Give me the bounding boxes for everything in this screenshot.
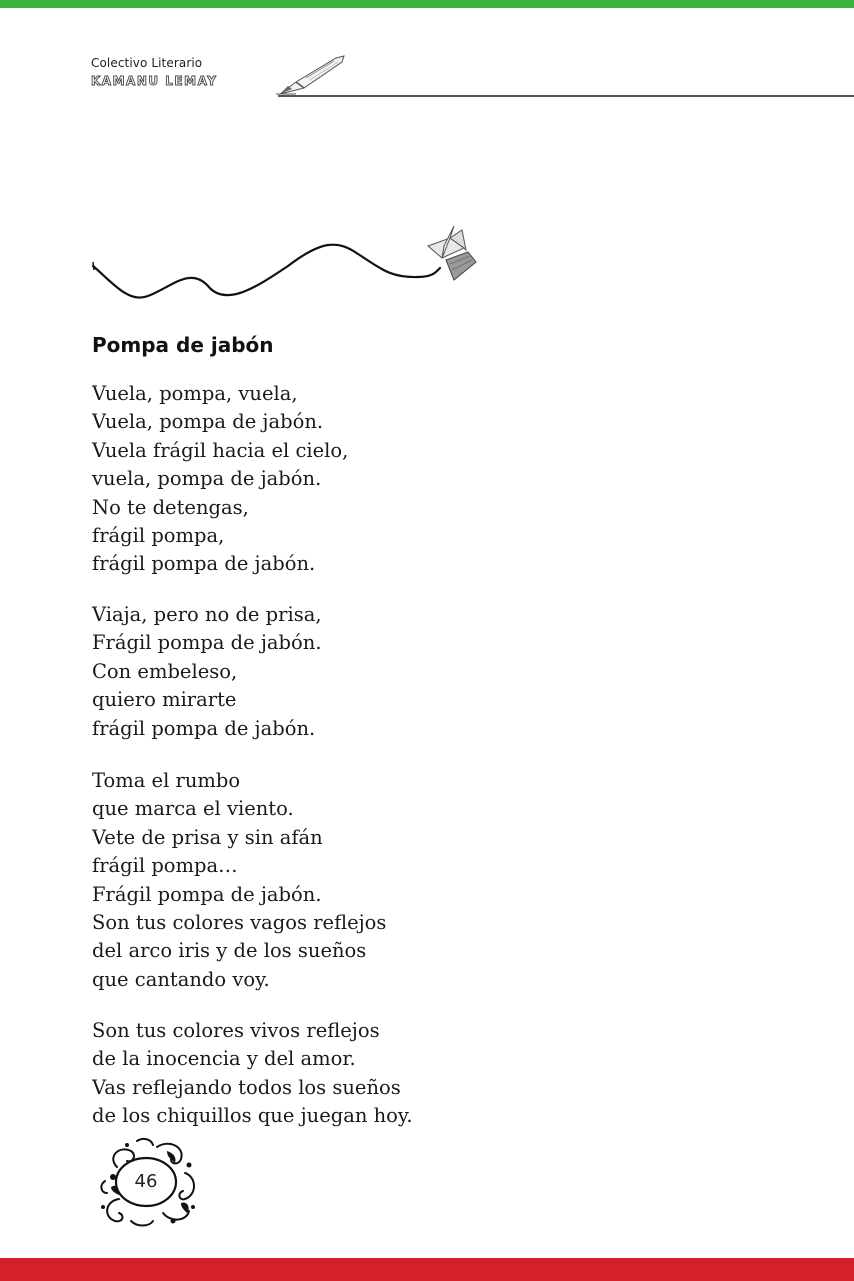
flying-book-swirl-icon [88,222,488,302]
poem-stanza-1 [92,380,348,579]
poem-stanza-4 [92,1017,413,1131]
poem-line: Son tus colores vivos reflejos [92,1019,380,1042]
poem-line: del arco iris y de los sueños [92,939,367,963]
header-rule [278,95,854,97]
poem-line: Vas reflejando todos los sueños [92,1075,401,1099]
fountain-pen-icon [276,54,348,96]
page-number: 46 [134,1171,158,1192]
poem-line: Vete de prisa y sin afán [92,825,323,849]
poem-line: No te detengas, [92,495,249,519]
poem-stanza-2 [92,601,322,743]
poem-line: Con embeleso, [92,659,238,683]
poem-line: frágil pompa… [92,854,238,878]
header [91,56,217,88]
header-collective-label: Colectivo Literario [91,56,203,70]
poem-line: frágil pompa de jabón. [92,552,316,576]
poem-line: de los chiquillos que juegan hoy. [92,1104,413,1128]
poem-line: frágil pompa de jabón. [92,716,316,740]
poem-line: vuela, pompa de jabón. [92,467,322,491]
poem-line: quiero mirarte [92,688,237,712]
poem-line: que marca el viento. [92,797,294,821]
poem-line: Toma el rumbo [92,769,241,792]
header-brand-logo: KAMANU LEMAY [91,74,218,88]
poem-line: Frágil pompa de jabón. [92,882,322,906]
poem-line: que cantando voy. [92,967,270,991]
bottom-red-bar [0,1258,854,1281]
poem-line: Viaja, pero no de prisa, [92,603,322,626]
poem-line: Vuela, pompa de jabón. [92,410,324,434]
poem-line: Frágil pompa de jabón. [92,631,322,655]
poem-line: frágil pompa, [92,524,225,548]
poem-line: Son tus colores vagos reflejos [92,911,387,935]
poem-line: Vuela frágil hacia el cielo, [92,438,349,462]
poem-stanza-3 [92,767,386,994]
top-green-bar [0,0,854,8]
poem-line: de la inocencia y del amor. [92,1047,356,1071]
poem-title: Pompa de jabón [92,333,274,357]
poem-line: Vuela, pompa, vuela, [92,382,298,405]
